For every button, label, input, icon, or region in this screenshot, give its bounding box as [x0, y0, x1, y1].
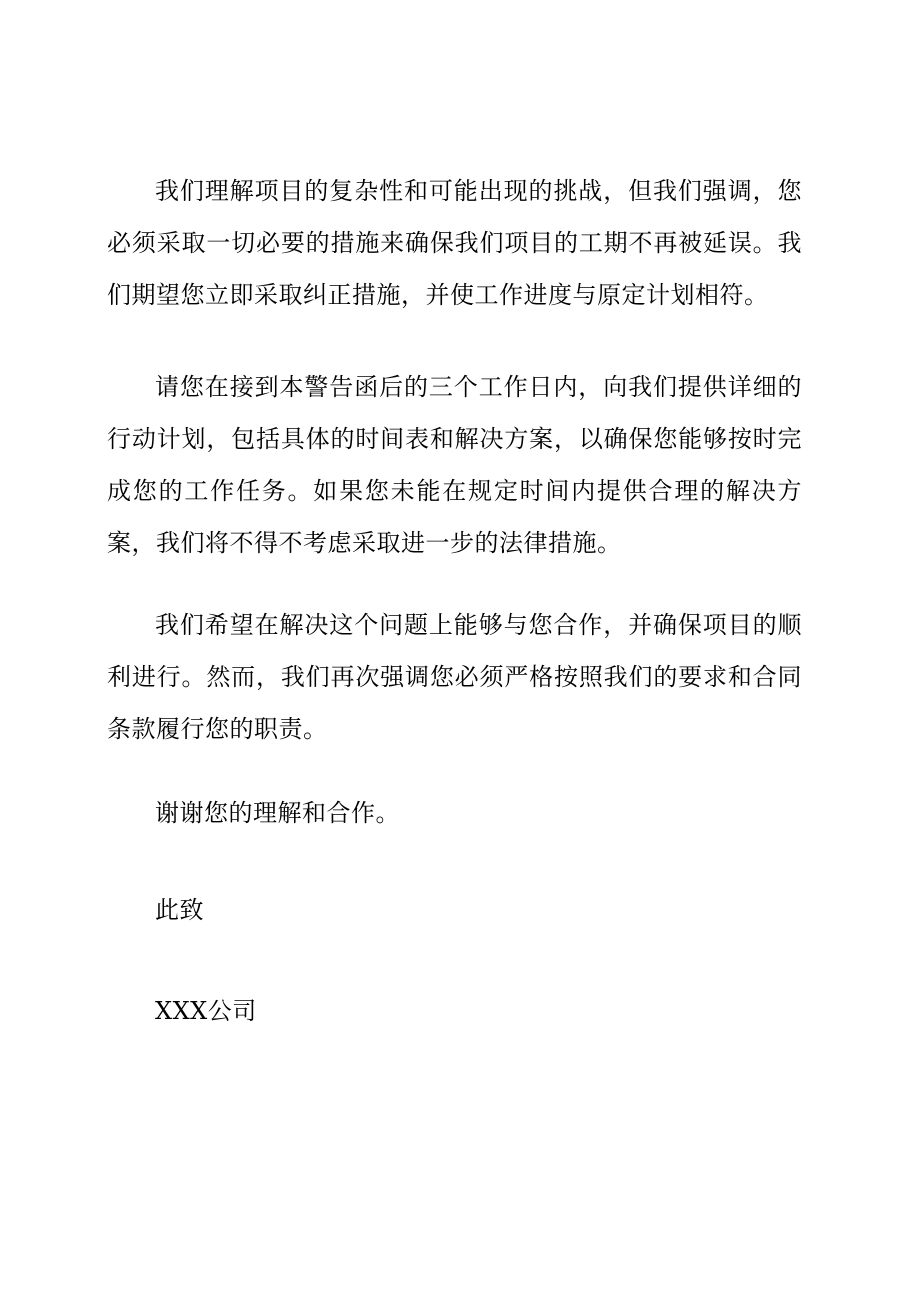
- paragraph-action-plan: 请您在接到本警告函后的三个工作日内，向我们提供详细的行动计划，包括具体的时间表和解决方案，以确保您能够按时完成您的工作任务。如果您未能在规定时间内提供合理的解决方案，我们将不得不考虑采取进一步的法律措施。: [107, 373, 802, 557]
- paragraph-cooperation: 我们希望在解决这个问题上能够与您合作，并确保项目的顺利进行。然而，我们再次强调您必须严格按照我们的要求和合同条款履行您的职责。: [107, 611, 802, 743]
- paragraph-challenges: 我们理解项目的复杂性和可能出现的挑战，但我们强调，您必须采取一切必要的措施来确保我们项目的工期不再被延误。我们期望您立即采取纠正措施，并使工作进度与原定计划相符。: [107, 177, 802, 309]
- thanks-line: 谢谢您的理解和合作。: [155, 799, 400, 827]
- closing-salutation: 此致: [155, 896, 204, 924]
- company-signature: XXX公司: [155, 997, 257, 1025]
